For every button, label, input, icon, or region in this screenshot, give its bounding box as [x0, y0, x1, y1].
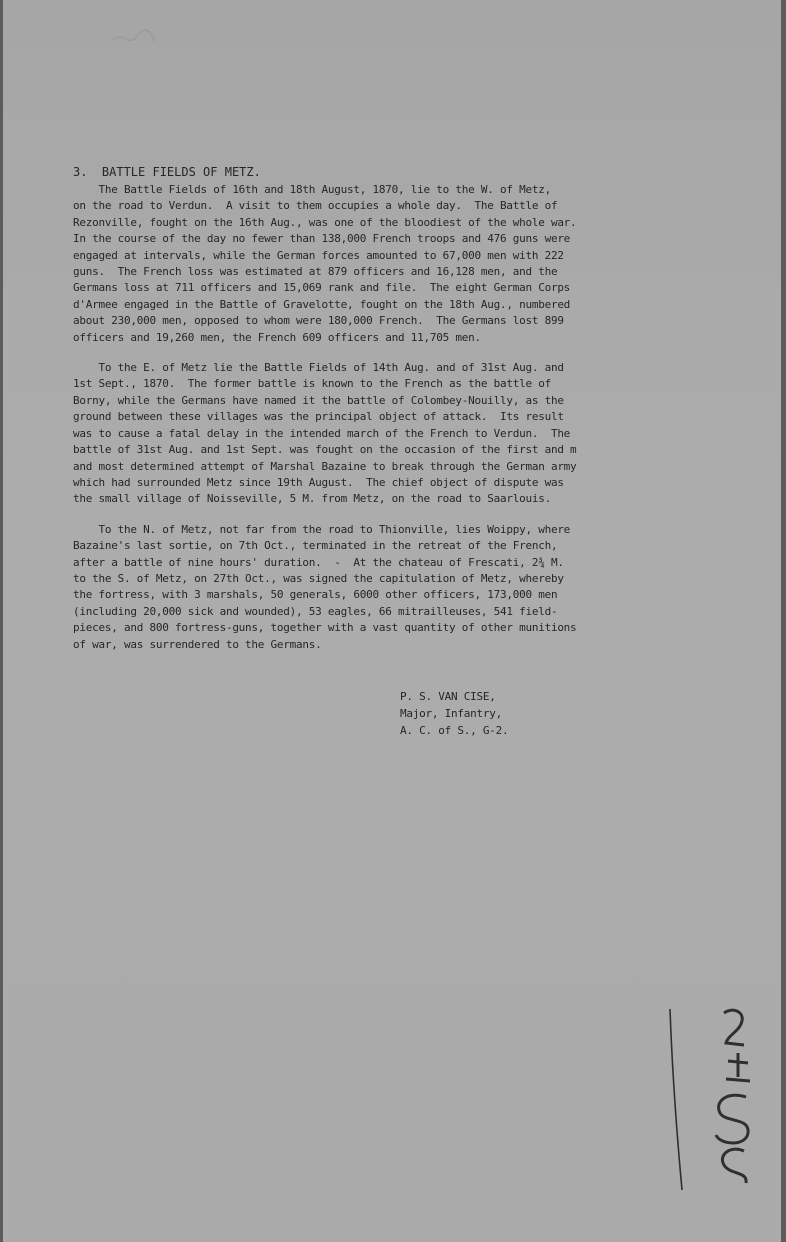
- typed-document: [73, 164, 713, 653]
- text-line: was to cause a fatal delay in the intended march of the French to Verdun. The: [73, 426, 571, 440]
- text-line: officers and 19,260 men, the French 609 officers and 11,705 men.: [73, 330, 481, 344]
- text-line: d'Armee engaged in the Battle of Gravelotte, fought on the 18th Aug., numbered: [73, 297, 571, 311]
- text-line: The Battle Fields of 16th and 18th August, 1870, lie to the W. of Metz,: [73, 183, 551, 196]
- paragraph-west-battlefields: [73, 182, 713, 346]
- text-line: battle of 31st Aug. and 1st Sept. was fought on the occasion of the first and m: [73, 443, 577, 457]
- text-line: Bazaine's last sortie, on 7th Oct., terminated in the retreat of the French,: [73, 539, 558, 553]
- paragraph-east-battlefields: [73, 360, 713, 508]
- document-heading: 3. BATTLE FIELDS OF METZ.: [73, 165, 261, 179]
- text-line: Borny, while the Germans have named it the battle of Colombey-Nouilly, as the: [73, 393, 564, 407]
- paper-sheet: [3, 0, 781, 1242]
- text-line: Germans loss at 711 officers and 15,069 rank and file. The eight German Corps: [73, 281, 571, 295]
- signer-rank: Major, Infantry,: [400, 707, 502, 720]
- text-line: the small village of Noisseville, 5 M. from Metz, on the road to Saarlouis.: [73, 492, 551, 506]
- text-line: the fortress, with 3 marshals, 50 generals, 6000 other officers, 173,000 men: [73, 588, 558, 602]
- text-line: which had surrounded Metz since 19th August. The chief object of dispute was: [73, 475, 564, 489]
- text-line: guns. The French loss was estimated at 879 officers and 16,128 men, and the: [73, 265, 558, 279]
- paragraph-north-and-capitulation: [73, 522, 713, 653]
- text-line: In the course of the day no fewer than 138,000 French troops and 476 guns were: [73, 232, 571, 246]
- text-line: To the N. of Metz, not far from the road to Thionville, lies Woippy, where: [73, 522, 571, 536]
- text-line: about 230,000 men, opposed to whom were 180,000 French. The Germans lost 899: [73, 314, 564, 328]
- text-line: on the road to Verdun. A visit to them occupies a whole day. The Battle of: [73, 199, 558, 213]
- faint-pencil-mark: [109, 22, 159, 52]
- text-line: To the E. of Metz lie the Battle Fields of 14th Aug. and of 31st Aug. and: [73, 361, 564, 375]
- text-line: after a battle of nine hours' duration. - At the chateau of Frescati, 2¾ M.: [73, 555, 564, 569]
- text-line: of war, was surrendered to the Germans.: [73, 637, 322, 651]
- text-line: Rezonville, fought on the 16th Aug., was one of the bloodiest of the whole war.: [73, 215, 577, 229]
- text-line: pieces, and 800 fortress-guns, together with a vast quantity of other munitions: [73, 621, 577, 635]
- text-line: ground between these villages was the principal object of attack. Its result: [73, 410, 564, 424]
- text-line: 1st Sept., 1870. The former battle is known to the French as the battle of: [73, 377, 551, 391]
- text-line: (including 20,000 sick and wounded), 53 eagles, 66 mitrailleuses, 541 field-: [73, 604, 558, 618]
- text-line: engaged at intervals, while the German forces amounted to 67,000 men with 222: [73, 248, 564, 262]
- signer-name: P. S. VAN CISE,: [400, 690, 496, 703]
- signer-title: A. C. of S., G-2.: [400, 724, 509, 737]
- signature-block: [400, 688, 508, 739]
- text-line: and most determined attempt of Marshal Bazaine to break through the German army: [73, 459, 577, 473]
- text-line: to the S. of Metz, on 27th Oct., was signed the capitulation of Metz, whereby: [73, 571, 564, 585]
- handwritten-annotation: [658, 1005, 768, 1195]
